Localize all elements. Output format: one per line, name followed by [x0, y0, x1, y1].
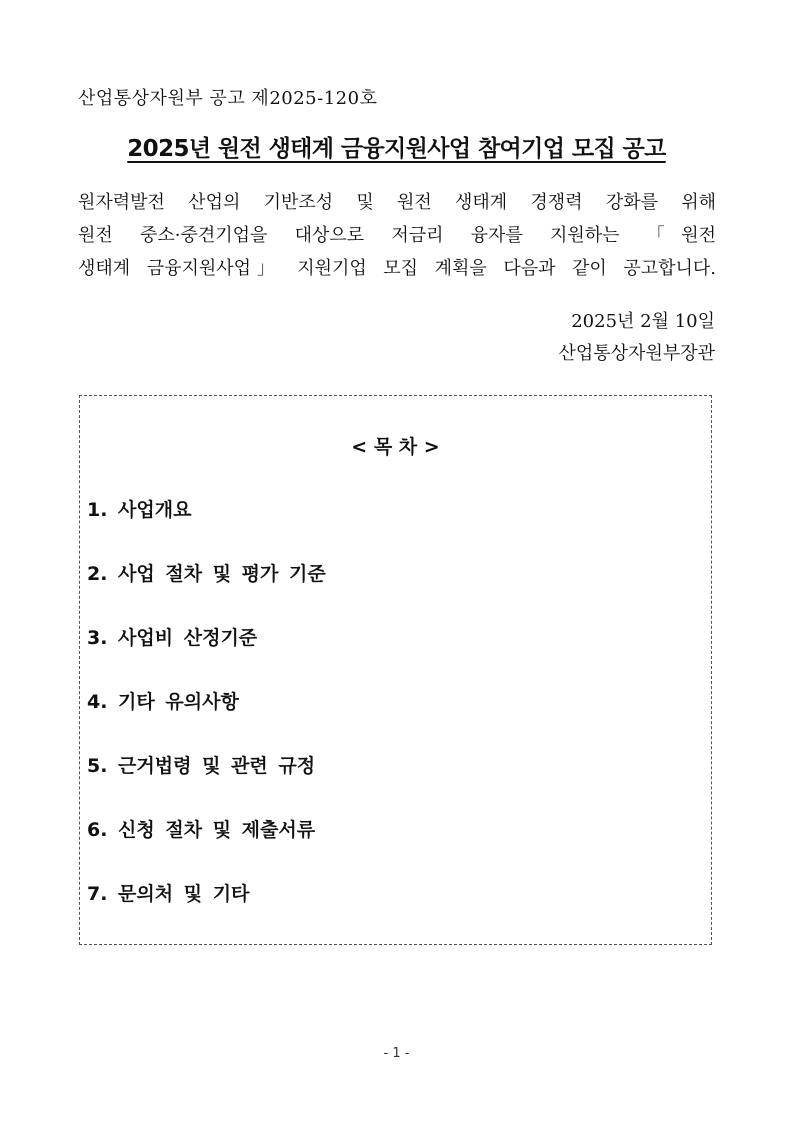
toc-item-other-notes: 4. 기타 유의사항 — [87, 691, 239, 713]
notice-number: 산업통상자원부 공고 제2025-120호 — [78, 88, 378, 109]
toc-item-cost-criteria: 3. 사업비 산정기준 — [87, 627, 258, 649]
table-of-contents — [79, 395, 712, 945]
intro-line: 원자력발전 산업의 기반조성 및 원전 생태계 경쟁력 강화를 위해 — [78, 192, 716, 213]
document-title-text: 2025년 원전 생태계 금융지원사업 참여기업 모집 공고 — [127, 136, 666, 162]
notice-issuer: 산업통상자원부장관 — [558, 343, 715, 364]
notice-date: 2025년 2월 10일 — [571, 311, 715, 332]
toc-item-business-overview: 1. 사업개요 — [87, 499, 192, 521]
toc-item-legal-basis: 5. 근거법령 및 관련 규정 — [87, 755, 316, 777]
toc-item-procedure-evaluation: 2. 사업 절차 및 평가 기준 — [87, 563, 326, 585]
toc-list — [87, 496, 326, 944]
toc-heading: < 목 차 > — [351, 436, 440, 458]
intro-paragraph — [78, 186, 716, 285]
intro-line: 원전 중소·중견기업을 대상으로 저금리 융자를 지원하는 「원전 — [78, 225, 716, 246]
document-title — [78, 130, 715, 163]
toc-item-application-documents: 6. 신청 절차 및 제출서류 — [87, 819, 316, 841]
intro-line: 생태계 금융지원사업」 지원기업 모집 계획을 다음과 같이 공고합니다. — [78, 258, 716, 279]
page-number: - 1 - — [383, 1046, 410, 1061]
toc-item-contact-other: 7. 문의처 및 기타 — [87, 883, 250, 905]
